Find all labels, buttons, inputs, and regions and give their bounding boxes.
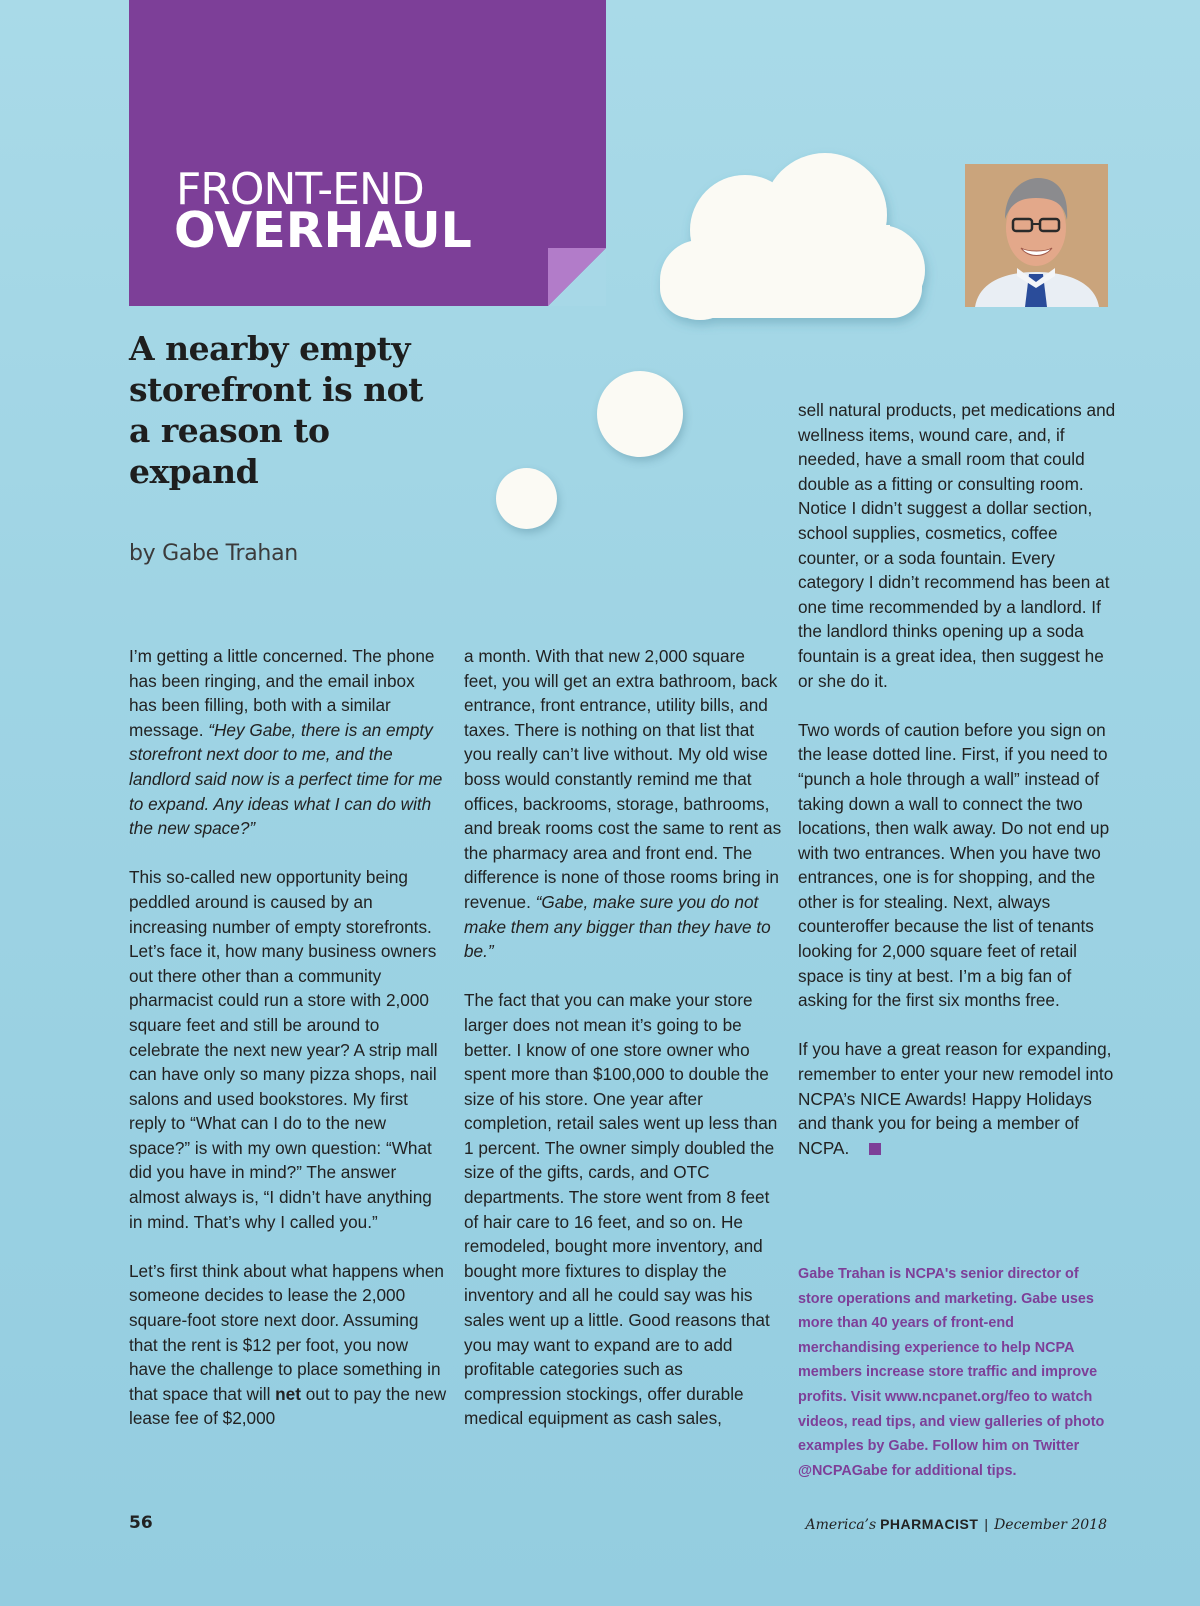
article-column-1	[129, 644, 447, 1456]
paragraph: Two words of caution before you sign on the lease dotted line. First, if you need to “punch a hole through a wall” instead of taking down a wall to connect the two locations, then walk away. Do not end up with two entrances. When you have two entrances, one is for shopping, and the other is for stealing. Next, always counteroffer because the list of tenants looking for 2,000 square feet of retail space is tiny at best. I’m a big fan of asking for the first six months free.	[798, 719, 1110, 1011]
article-subtitle: A nearby empty storefront is not a reason to expand	[129, 329, 423, 491]
author-portrait	[965, 164, 1108, 307]
article-column-3	[798, 398, 1116, 1185]
paragraph: sell natural products, pet medications and wellness items, wound care, and, if needed, have a small room that could double as a fitting or consulting room. Notice I didn’t suggest a dollar section, school supplies, cosmetics, coffee counter, or a soda fountain. Every category I didn’t recommend has been at one time recommended by a landlord. If the landlord thinks opening up a soda fountain is a great idea, then suggest he or she do it.	[798, 400, 1116, 691]
article-column-2	[464, 644, 782, 1456]
quote-text: “Hey Gabe, there is an empty storefront next door to me, and the landlord said now is a perfect time for me to expand. Any ideas what I can do with the new space?”	[129, 719, 443, 839]
thought-bubble-small	[496, 468, 557, 529]
issue-date: December 2018	[994, 1517, 1107, 1533]
running-footer	[806, 1516, 1107, 1533]
magazine-name: PHARMACIST	[880, 1516, 979, 1532]
magazine-prefix: America’s	[805, 1517, 877, 1533]
paragraph-text: If you have a great reason for expanding, remember to enter your new remodel into NCPA’s NICE Awards! Happy Holidays and thank you for being a member of NCPA.	[798, 1039, 1114, 1158]
section-title-line2: OVERHAUL	[174, 202, 472, 259]
title-banner	[129, 0, 606, 306]
author-bio: Gabe Trahan is NCPA's senior director of store operations and marketing. Gabe uses more than 40 years of front-end merchandising experience to help NCPA members increase store traffic and improve profits. Visit www.ncpanet.org/feo to watch videos, read tips, and view galleries of photo examples by Gabe. Follow him on Twitter @NCPAGabe for additional tips.	[798, 1266, 1105, 1479]
thought-bubble-large	[597, 371, 683, 457]
byline: by Gabe Trahan	[129, 541, 298, 566]
paragraph-text: Let’s first think about what happens when someone decides to lease the 2,000 square-foot store next door. Assuming that the rent is $12 per foot, you now have the challenge to place something in that space that will	[129, 1260, 444, 1404]
emphasis-text: net	[275, 1383, 301, 1404]
section-title-line1: FRONT-END	[176, 164, 424, 215]
paragraph	[129, 1259, 447, 1431]
paragraph-text: a month. With that new 2,000 square feet, you will get an extra bathroom, back entrance, front entrance, utility bills, and taxes. There is nothing on that list that you really can’t live without. My old wise boss would constantly remind me that offices, backrooms, storage, bathrooms, and break rooms cost the same to rent as the pharmacy area and front end. The difference is none of those rooms bring in revenue.	[464, 646, 782, 912]
paragraph-text: out to pay the new lease fee of $2,000	[129, 1383, 447, 1429]
paragraph: The fact that you can make your store larger does not mean it’s going to be better. I know of one store owner who spent more than $100,000 to double the size of his store. One year after completion, retail sales went up less than 1 percent. The owner simply doubled the size of the gifts, cards, and OTC departments. The store went from 8 feet of hair care to 16 feet, and so on. He remodeled, bought more inventory, and bought more fixtures to display the inventory and all he could say was his sales went up a little. Good reasons that you may want to expand are to add profitable categories such as compression stockings, offer durable medical equipment as cash sales,	[464, 990, 778, 1429]
quote-text: “Gabe, make sure you do not make them any bigger than they have to be.”	[464, 891, 771, 962]
paragraph	[464, 644, 782, 964]
thought-cloud-icon	[640, 135, 940, 335]
paragraph: This so-called new opportunity being peddled around is caused by an increasing number of empty storefronts. Let’s face it, how many business owners out there other than a community pharmacist could run a store with 2,000 square feet and still be around to celebrate the next new year? A strip mall can have only so many pizza shops, nail salons and used bookstores. My first reply to “What can I do to the new space?” is with my own question: “What did you have in mind?” The answer almost always is, “I didn’t have anything in mind. That’s why I called you.”	[129, 867, 438, 1232]
paragraph	[798, 1037, 1116, 1160]
paragraph	[129, 644, 447, 841]
footer-separator: |	[984, 1516, 989, 1532]
end-of-article-mark	[869, 1143, 881, 1155]
page-number: 56	[129, 1513, 153, 1533]
paragraph-text: I’m getting a little concerned. The phone has been ringing, and the email inbox has been filling, both with a similar message.	[129, 646, 435, 740]
